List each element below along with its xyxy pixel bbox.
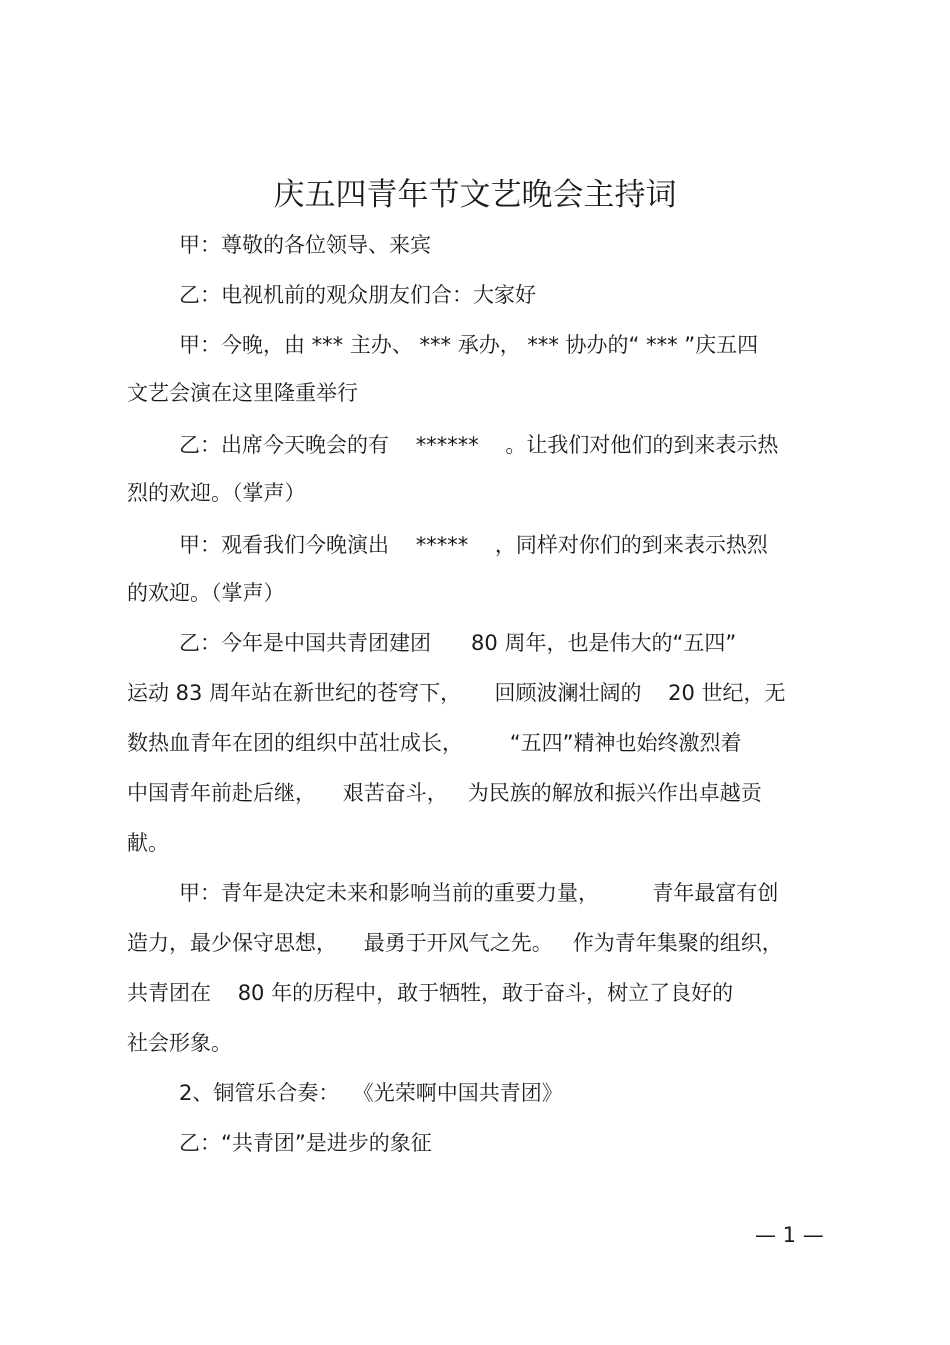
paragraph-line: 甲：今晚，由 *** 主办、 *** 承办， *** 协办的“ *** ”庆五四	[179, 333, 759, 357]
paragraph-line: 文艺会演在这里隆重举行	[127, 381, 358, 405]
paragraph-line: 中国青年前赴后继， 艰苦奋斗， 为民族的解放和振兴作出卓越贡	[127, 781, 762, 805]
paragraph-line: 社会形象。	[127, 1031, 232, 1055]
paragraph-line: 乙：出席今天晚会的有 ****** 。让我们对他们的到来表示热	[179, 433, 779, 457]
paragraph-line: 的欢迎。（掌声）	[127, 581, 285, 605]
paragraph-line: 2、铜管乐合奏： 《光荣啊中国共青团》	[179, 1081, 563, 1105]
paragraph-line: 数热血青年在团的组织中茁壮成长， “五四”精神也始终激烈着	[127, 731, 742, 755]
paragraph-line: 献。	[127, 831, 169, 855]
paragraph-line: 乙：电视机前的观众朋友们合：大家好	[179, 283, 536, 307]
paragraph-line: 运动 83 周年站在新世纪的苍穹下， 回顾波澜壮阔的 20 世纪，无	[127, 681, 786, 705]
paragraph-line: 共青团在 80 年的历程中，敢于牺牲，敢于奋斗，树立了良好的	[127, 981, 734, 1005]
paragraph-line: 甲：观看我们今晚演出 ***** ，同样对你们的到来表示热烈	[179, 533, 768, 557]
paragraph-line: 乙：“共青团”是进步的象征	[179, 1131, 432, 1155]
paragraph-line: 烈的欢迎。（掌声）	[127, 481, 306, 505]
paragraph-line: 乙：今年是中国共青团建团 80 周年，也是伟大的“五四”	[179, 631, 737, 655]
paragraph-line: 甲：尊敬的各位领导、来宾	[179, 233, 431, 257]
paragraph-line: 甲：青年是决定未来和影响当前的重要力量， 青年最富有创	[179, 881, 779, 905]
page-number: — 1 —	[755, 1223, 824, 1247]
document-title: 庆五四青年节文艺晚会主持词	[273, 177, 677, 213]
paragraph-line: 造力，最少保守思想， 最勇于开风气之先。 作为青年集聚的组织，	[127, 931, 783, 955]
